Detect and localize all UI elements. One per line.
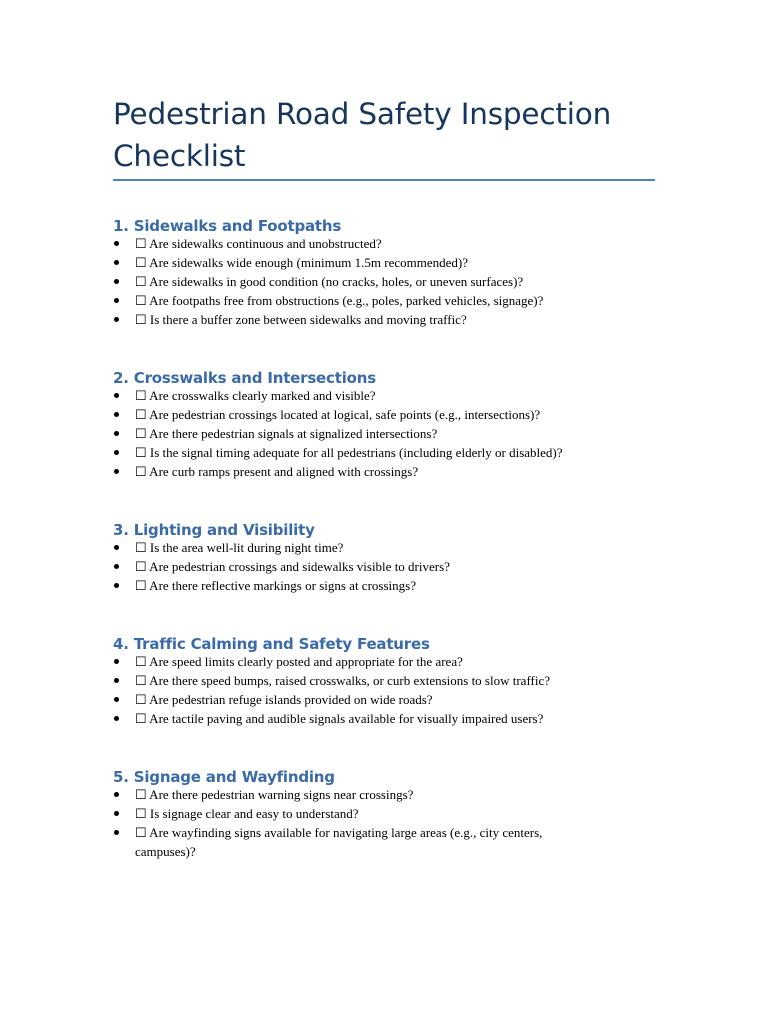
section-signage — [113, 762, 673, 861]
checklist-item-text: ☐ Are crosswalks clearly marked and visible? — [135, 388, 376, 403]
section-heading: 4. Traffic Calming and Safety Features — [113, 635, 430, 653]
bullet — [114, 317, 119, 322]
checklist-item — [113, 709, 673, 728]
checklist-item — [113, 291, 673, 310]
checklist-item — [113, 386, 673, 405]
checklist-item-text: ☐ Are sidewalks continuous and unobstructed? — [135, 236, 382, 251]
bullet — [114, 830, 119, 835]
checklist — [113, 386, 673, 481]
title-underline — [113, 179, 655, 181]
bullet — [114, 469, 119, 474]
bullet — [114, 564, 119, 569]
checklist-item — [113, 234, 673, 253]
bullet — [114, 811, 119, 816]
checklist-item — [113, 804, 673, 823]
checklist-item — [113, 652, 673, 671]
bullet — [114, 659, 119, 664]
section-heading: 5. Signage and Wayfinding — [113, 768, 335, 786]
checklist-item-text: ☐ Are there pedestrian warning signs near crossings? — [135, 787, 414, 802]
section-traffic-calming — [113, 629, 673, 728]
checklist — [113, 785, 673, 861]
checklist-item-text: ☐ Is the signal timing adequate for all pedestrians (including elderly or disabled)? — [135, 445, 563, 460]
checklist-item-text: ☐ Are tactile paving and audible signals available for visually impaired users? — [135, 711, 544, 726]
checklist-item-text: ☐ Are curb ramps present and aligned with crossings? — [135, 464, 419, 479]
checklist-item — [113, 671, 673, 690]
checklist-item — [113, 690, 673, 709]
checklist-item-text: ☐ Are pedestrian refuge islands provided on wide roads? — [135, 692, 433, 707]
bullet — [114, 697, 119, 702]
bullet — [114, 716, 119, 721]
checklist-item-text: ☐ Are wayfinding signs available for navigating large areas (e.g., city centers, campuses)? — [135, 825, 543, 859]
checklist-item — [113, 538, 673, 557]
checklist-item-text: ☐ Are sidewalks wide enough (minimum 1.5m recommended)? — [135, 255, 468, 270]
checklist-item-text: ☐ Are there reflective markings or signs at crossings? — [135, 578, 416, 593]
bullet — [114, 450, 119, 455]
checklist-item — [113, 253, 673, 272]
checklist-item — [113, 557, 673, 576]
checklist-item — [113, 424, 673, 443]
checklist-item — [113, 462, 673, 481]
checklist-item — [113, 405, 673, 424]
bullet — [114, 583, 119, 588]
checklist-item — [113, 272, 673, 291]
checklist — [113, 652, 673, 728]
bullet — [114, 412, 119, 417]
bullet — [114, 260, 119, 265]
section-heading: 1. Sidewalks and Footpaths — [113, 217, 342, 235]
section-heading: 3. Lighting and Visibility — [113, 521, 315, 539]
checklist-item-text: ☐ Are speed limits clearly posted and appropriate for the area? — [135, 654, 463, 669]
checklist-item-text: ☐ Are footpaths free from obstructions (e.g., poles, parked vehicles, signage)? — [135, 293, 544, 308]
section-crosswalks — [113, 363, 673, 481]
section-lighting — [113, 515, 673, 595]
section-sidewalks — [113, 211, 673, 329]
bullet — [114, 678, 119, 683]
checklist-item-text: ☐ Is signage clear and easy to understand? — [135, 806, 359, 821]
checklist-item-text: ☐ Is there a buffer zone between sidewalks and moving traffic? — [135, 312, 467, 327]
bullet — [114, 545, 119, 550]
page-title: Pedestrian Road Safety Inspection Checklist — [113, 97, 612, 173]
checklist-item-text: ☐ Are there pedestrian signals at signalized intersections? — [135, 426, 438, 441]
checklist-item — [113, 443, 673, 462]
bullet — [114, 241, 119, 246]
checklist-item — [113, 823, 590, 861]
checklist-item — [113, 576, 673, 595]
checklist-item-text: ☐ Are pedestrian crossings and sidewalks visible to drivers? — [135, 559, 450, 574]
checklist — [113, 538, 673, 595]
checklist-item-text: ☐ Are pedestrian crossings located at logical, safe points (e.g., intersections)? — [135, 407, 541, 422]
checklist — [113, 234, 673, 329]
bullet — [114, 279, 119, 284]
checklist-item — [113, 310, 673, 329]
bullet — [114, 792, 119, 797]
bullet — [114, 393, 119, 398]
bullet — [114, 298, 119, 303]
checklist-item-text: ☐ Is the area well-lit during night time? — [135, 540, 344, 555]
checklist-item-text: ☐ Are there speed bumps, raised crosswalks, or curb extensions to slow traffic? — [135, 673, 551, 688]
section-heading: 2. Crosswalks and Intersections — [113, 369, 376, 387]
checklist-item-text: ☐ Are sidewalks in good condition (no cracks, holes, or uneven surfaces)? — [135, 274, 524, 289]
bullet — [114, 431, 119, 436]
checklist-item — [113, 785, 673, 804]
